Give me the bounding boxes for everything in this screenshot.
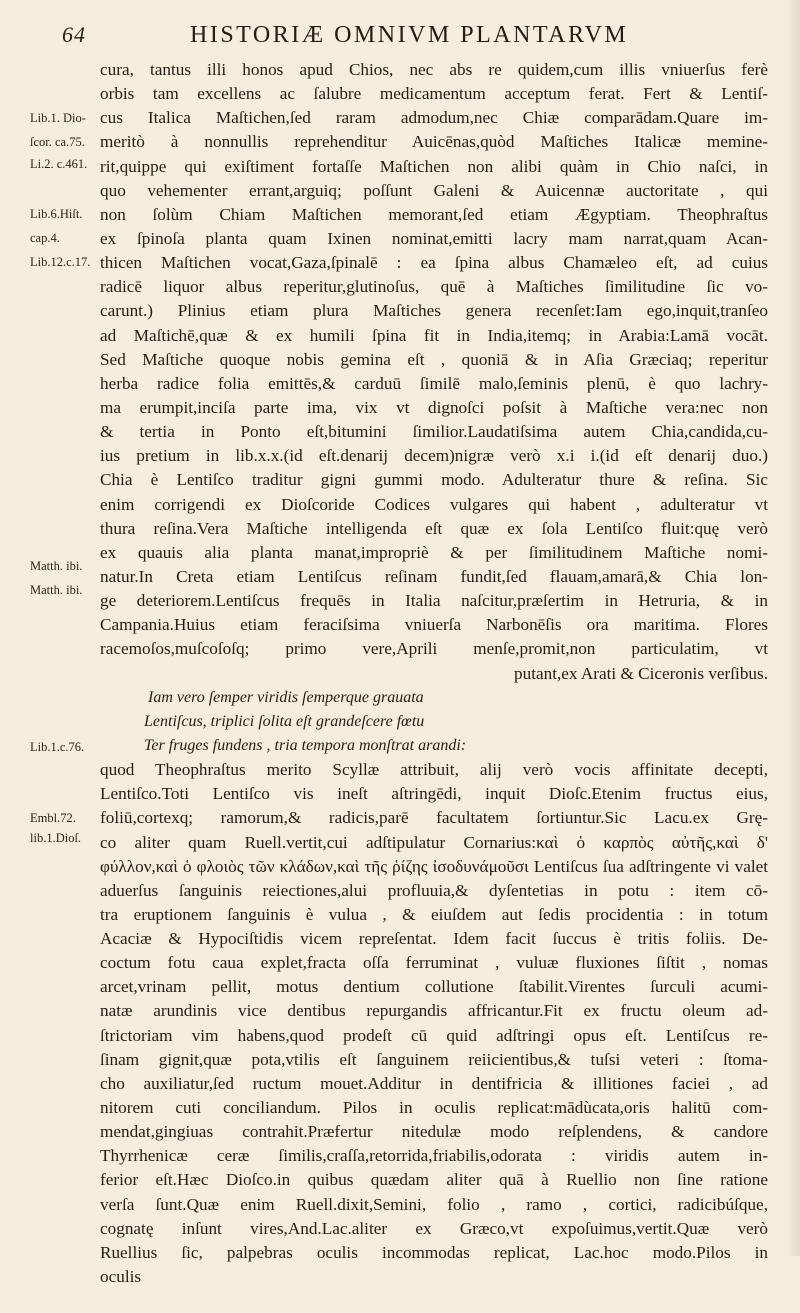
margin-gloss: lib.1.Dioſ. <box>30 831 82 845</box>
margin-gloss: Lib.12.c.17. <box>30 255 91 269</box>
text-line: cura, tantus illi honos apud Chios, nec abs re quidem,cum illis vniuerſus ferè <box>100 60 768 79</box>
margin-gloss: Matth. ibi. <box>30 559 83 573</box>
text-line: ferior eſt.Hæc Dioſco.in quibus quædam aliter quā à Ruellio non ſine ratione <box>100 1170 768 1190</box>
text-line: Sed Maſtiche quoque nobis gemina eſt , quoniā & in Aſia Græciaq; reperitur <box>100 349 768 369</box>
verse-line: Lentiſcus, triplici ſolita eſt grandeſcere fœtu <box>144 712 425 730</box>
text-line: Chia è Lentiſco traditur gigni gummi modo. Adulteratur thure & reſina. Sic <box>100 470 768 490</box>
text-line: radicē liquor albus reperitur,glutinoſus, quē à Maſtiches ſimilitudine ſic vo- <box>100 277 768 297</box>
text-line: herba radice folia emittēs,& carduū ſimilē malo,ſeminis plenū, è quo lachry- <box>100 373 768 393</box>
text-line: ſinam gignit,quæ pota,vtilis eſt ſanguinem reiicientibus,& tuſsi veteri : ſtoma- <box>100 1049 768 1069</box>
verse-line: Iam vero ſemper viridis ſemperque grauata <box>148 688 424 706</box>
text-line: thura reſina.Vera Maſtiche intelligenda eſt quæ ex ſola Lentiſco fluit:quę verò <box>100 518 768 538</box>
text-line: oculis <box>100 1267 142 1287</box>
text-line: mendat,gingiuas contrahit.Præfertur nitedulæ modo reſplendens, & candore <box>100 1122 768 1142</box>
text-line: ius pretium in lib.x.x.(id eſt.denarij decem)nigræ verò x.i i.(id eſt denarij duo.) <box>100 446 768 466</box>
margin-gloss: Li.2. c.461. <box>30 157 88 171</box>
text-line: ſtrictoriam vim habens,quod prodeſt cū quid adſtringi opus eſt. Lentiſcus re- <box>100 1025 768 1045</box>
text-line: rit,quippe qui exiſtiment fortaſſe Maſtichen non alibi quàm in Chio naſci, in <box>100 156 768 176</box>
text-line: non ſolùm Chiam Maſtichen memorant,ſed etiam Ægyptiam. Theophraſtus <box>100 204 768 224</box>
main-text-column <box>100 58 768 1313</box>
margin-gloss: Lib.6.Hiſt. <box>30 207 83 221</box>
page-edge-shadow <box>786 0 800 1256</box>
text-line: orbis tam excellens ac ſalubre medicamentum acceptum ferat. Fert & Lentiſ- <box>100 84 768 104</box>
text-line: ma erumpit,inciſa parte ima, vix vt dignoſci poſsit à Maſtiche vera:nec non <box>100 397 768 417</box>
text-line: nitorem cuti conciliandum. Pilos in oculis replicat:mādùcata,oris halitū com- <box>100 1098 768 1118</box>
text-line: natur.In Creta etiam Lentiſcus reſinam fundit,ſed flauam,amarā,& Chia lon- <box>100 566 768 586</box>
text-line: ex quauis alia planta manat,impropriè & per ſimilitudinem Maſtiche nomi- <box>100 542 768 562</box>
text-line: Ruellius ſic, palpebras oculis incommodas replicat, Lac.hoc modo.Pilos in <box>100 1242 768 1262</box>
text-line: arcet,vrinam pellit, motus dentium collutione ſtabilit.Virentes ſurculi acumi- <box>100 977 768 997</box>
text-line: co aliter quam Ruell.vertit,cui adſtipulatur Cornarius:καὶ ὁ καρπὸς αὐτῆς,καὶ δ' <box>100 832 768 852</box>
text-line: ex ſpinoſa planta quam Ixinen nominat,emitti lacry mam narrat,quam Acan- <box>100 228 768 248</box>
margin-gloss: Lib.1.c.76. <box>30 740 85 754</box>
text-line: meritò à nonnullis reprehenditur Auicēnas,quòd Maſtiches Italicæ memine- <box>100 132 768 152</box>
text-line: natæ arundinis vice dentibus repurgandis affricantur.Fit ex fructu oleum ad- <box>100 1001 768 1021</box>
margin-gloss: cap.4. <box>30 231 60 245</box>
text-line: quod Theophraſtus merito Scyllæ attribuit, alij verò vocis affinitate decepti, <box>100 760 768 780</box>
text-line: putant,ex Arati & Ciceronis verſibus. <box>514 663 768 683</box>
running-title: HISTORIÆ OMNIVM PLANTARVM <box>190 22 629 48</box>
text-line: enim corrigendi ex Dioſcoride Codices vulgares qui habent , adulteratur vt <box>100 494 768 514</box>
page-number: 64 <box>62 22 86 47</box>
margin-gloss: Embl.72. <box>30 811 76 825</box>
text-line: thicen Maſtichen vocat,Gaza,ſpinalē : ea ſpina albus Chamæleo eſt, ad cuius <box>100 253 768 273</box>
text-line: cho auxiliatur,ſed ructum mouet.Additur in dentifricia & illitiones faciei , ad <box>100 1073 768 1093</box>
text-line: foliū,cortexq; ramorum,& radicis,parē facultatem ſortiuntur.Sic Lacu.ex Grę- <box>100 808 768 828</box>
text-line: φύλλον,καὶ ὁ φλοιὸς τῶν κλάδων,καὶ τῆς ῥίζης ἰσοδυνάμοῦσι Lentiſcus ſua adſtringente vi valet <box>100 856 768 876</box>
text-line: cognatę inſunt vires,And.Lac.aliter ex Græco,vt expoſuimus,vertit.Quæ verò <box>100 1218 768 1238</box>
text-line: Lentiſco.Toti Lentiſco vis ineſt aſtringēdi, inquit Dioſc.Etenim fructus eius, <box>100 784 768 804</box>
text-line: racemoſos,muſcoſoſq; primo vere,Aprili menſe,promit,non particulatim, vt <box>100 639 768 659</box>
text-line: coctum fotu caua explet,fracta oſſa ferruminat , vuluæ fluxiones ſiſtit , nomas <box>100 953 768 973</box>
text-line <box>100 1289 768 1313</box>
text-line: Campania.Huius etiam feraciſsima vniuerſa Narbonēſis ora maritima. Flores <box>100 615 768 635</box>
text-line: Thyrrhenicæ ceræ ſimilis,craſſa,retorrida,friabilis,odorata : viridis autem in- <box>100 1146 768 1166</box>
text-line: ad Maſtichē,quæ & ex humili ſpina fit in India,itemq; in Arabia:Lamā vocāt. <box>100 325 768 345</box>
text-line: quo vehementer errant,arguiq; poſſunt Galeni & Auicennæ auctoritate , qui <box>100 180 768 200</box>
text-line: & tertia in Ponto eſt,bitumini ſimilior.Laudatiſsima autem Chia,candida,cu- <box>100 422 768 442</box>
verse-line: Ter fruges fundens , tria tempora monſtrat arandi: <box>144 736 467 754</box>
text-line: ge deteriorem.Lentiſcus frequēs in Italia naſcitur,præſertim in Hetruria, & in <box>100 591 768 611</box>
text-line: Acaciæ & Hypociſtidis vicem repreſentat. Idem facit ſuccus è tritis foliis. De- <box>100 929 768 949</box>
text-line: verſa ſunt.Quæ enim Ruell.dixit,Semini, folio , ramo , cortici, radicibúſque, <box>100 1194 768 1214</box>
margin-gloss: ſcor. ca.75. <box>30 135 85 149</box>
text-line: tra eruptionem ſanguinis è vulua , & eiuſdem aut ſedis procidentia : in totum <box>100 904 768 924</box>
text-line: carunt.) Plinius etiam plura Maſtiches genera recenſet:Iam ego,inquit,tranſeo <box>100 301 768 321</box>
margin-gloss: Lib.1. Dio- <box>30 111 86 125</box>
text-line: cus Italica Maſtichen,ſed raram admodum,nec Chiæ comparādam.Quare im- <box>100 108 768 128</box>
text-line: aduerſus ſanguinis reiectiones,alui profluuia,& dyſentetias in potu : item cō- <box>100 880 768 900</box>
margin-gloss: Matth. ibi. <box>30 583 83 597</box>
running-header <box>0 18 800 58</box>
